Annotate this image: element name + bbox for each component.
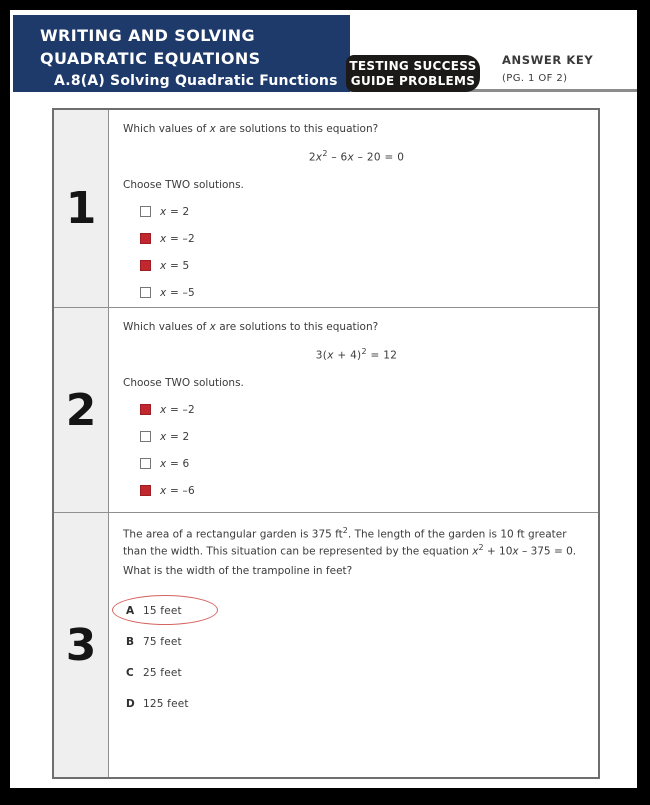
badge-line-2: GUIDE PROBLEMS <box>350 73 476 88</box>
option-label: x = 5 <box>160 259 190 272</box>
option-label: x = 6 <box>160 457 190 470</box>
multiple-choice-list <box>126 603 590 712</box>
question-paragraph: The area of a rectangular garden is 375 $ft^2$. The length of the garden is 10 ft greater than the width. This situation can be represented by the equation $x^2 + 10x - 375 = 0$. <box>123 526 577 558</box>
question-content-3 <box>109 513 598 777</box>
option-label: x = –6 <box>160 484 195 497</box>
question-instruction: Choose TWO solutions. <box>123 178 244 191</box>
page-number-label: (PG. 1 OF 2) <box>502 73 568 84</box>
question-number-2: 2 <box>54 308 109 512</box>
choice-text: 25 feet <box>143 667 182 680</box>
answer-option <box>140 485 590 497</box>
questions-table <box>52 108 600 779</box>
checkbox-icon <box>140 458 151 469</box>
question-prompt: Which values of x are solutions to this equation? <box>123 321 379 333</box>
answer-key-block <box>502 53 593 84</box>
worksheet-page <box>10 10 637 788</box>
choice-text: 125 feet <box>143 698 189 711</box>
question-number-3: 3 <box>54 513 109 777</box>
choice-text: 15 feet <box>143 605 182 618</box>
checkbox-icon <box>140 431 151 442</box>
answer-option <box>140 431 590 443</box>
answer-option <box>140 458 590 470</box>
choice-text: 75 feet <box>143 636 182 649</box>
choice-row <box>126 603 590 619</box>
question-prompt: What is the width of the trampoline in feet? <box>123 565 353 578</box>
option-label: x = –2 <box>160 403 195 416</box>
checkbox-checked-icon <box>140 233 151 244</box>
answer-option <box>140 206 590 218</box>
worksheet-title-line-2: QUADRATIC EQUATIONS <box>40 49 261 69</box>
option-label: x = 2 <box>160 205 190 218</box>
option-label: x = 2 <box>160 430 190 443</box>
circled-answer <box>126 603 182 619</box>
answer-options <box>140 404 590 497</box>
checkbox-icon <box>140 206 151 217</box>
question-row-1 <box>54 110 598 308</box>
choice-letter: D <box>126 698 135 711</box>
checkbox-checked-icon <box>140 260 151 271</box>
checkbox-checked-icon <box>140 485 151 496</box>
checkbox-checked-icon <box>140 404 151 415</box>
choice-letter: B <box>126 636 135 649</box>
choice-letter: C <box>126 667 134 680</box>
question-row-3 <box>54 513 598 777</box>
answer-options <box>140 206 590 299</box>
question-equation: $3(x + 4)^2 = 12$ <box>315 347 398 362</box>
answer-option <box>140 233 590 245</box>
worksheet-title-box <box>13 15 350 92</box>
option-label: x = –5 <box>160 286 195 299</box>
answer-key-label: ANSWER KEY <box>502 53 594 67</box>
choice-row <box>126 634 590 650</box>
question-content-2 <box>109 308 598 512</box>
question-number-1: 1 <box>54 110 109 307</box>
choice <box>126 665 182 681</box>
worksheet-standard-subtitle: A.8(A) Solving Quadratic Functions <box>54 73 338 90</box>
question-equation: $2x^2 - 6x - 20 = 0$ <box>308 149 405 164</box>
question-row-2 <box>54 308 598 513</box>
testing-success-badge <box>346 55 480 92</box>
answer-option <box>140 260 590 272</box>
question-instruction: Choose TWO solutions. <box>123 376 244 389</box>
worksheet-title-line-1: WRITING AND SOLVING <box>40 26 256 45</box>
choice-row <box>126 696 590 712</box>
choice <box>126 634 182 650</box>
option-label: x = –2 <box>160 232 195 245</box>
question-content-1 <box>109 110 598 307</box>
answer-option <box>140 404 590 416</box>
choice-letter: A <box>126 605 135 618</box>
badge-line-1: TESTING SUCCESS <box>349 58 477 73</box>
choice-row <box>126 665 590 681</box>
question-prompt: Which values of x are solutions to this equation? <box>123 123 379 135</box>
choice <box>126 696 189 712</box>
answer-option <box>140 287 590 299</box>
checkbox-icon <box>140 287 151 298</box>
